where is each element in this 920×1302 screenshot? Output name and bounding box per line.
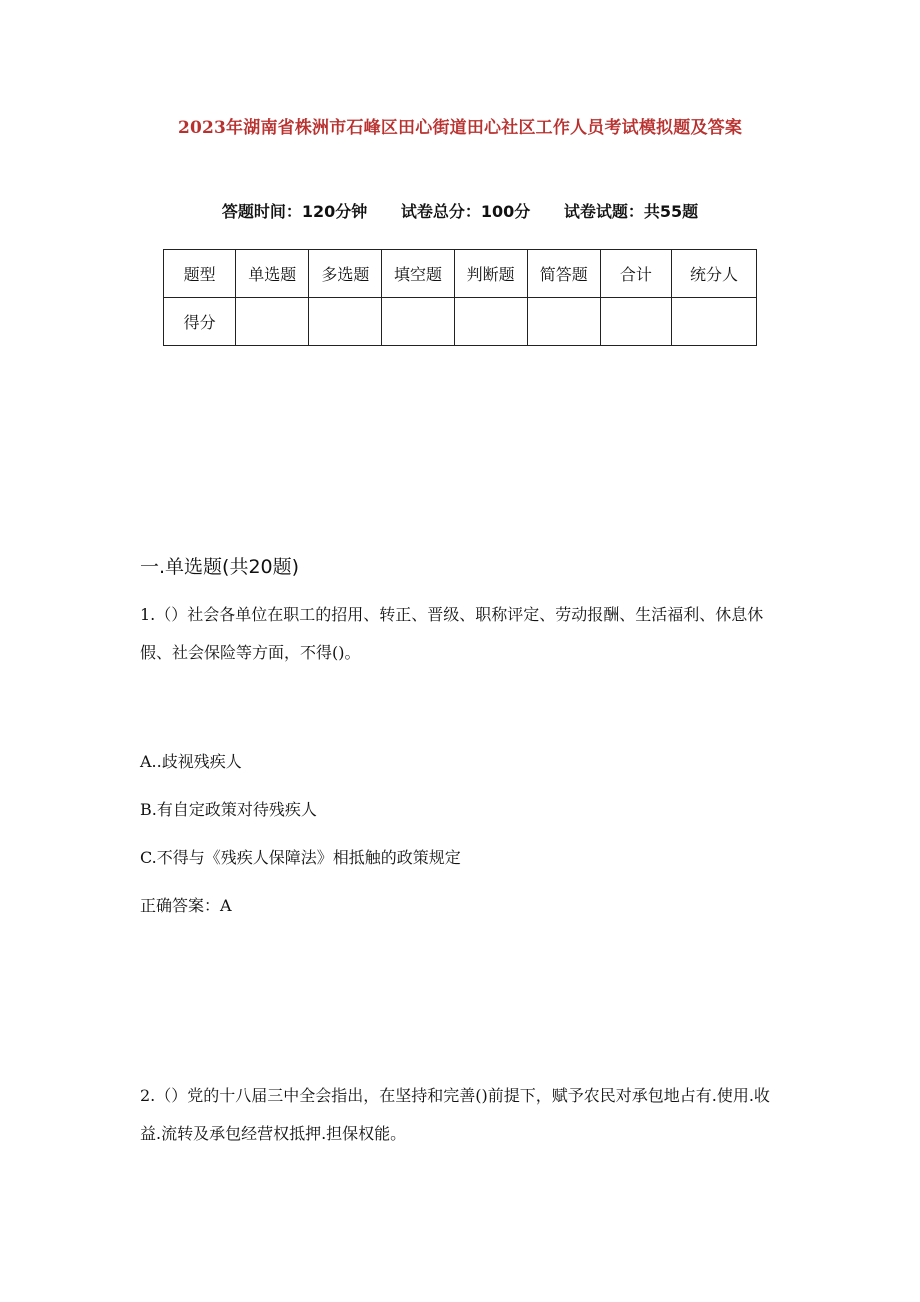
question-1-text: 1.（）社会各单位在职工的招用、转正、晋级、职称评定、劳动报酬、生活福利、休息休假、社会保险等方面，不得()。 [140,605,764,662]
score-table [163,249,757,346]
exam-question-count: 试卷试题：共55题 [563,202,699,221]
question-2-text: 2.（）党的十八届三中全会指出，在坚持和完善()前提下，赋予农民对承包地占有.使用.收益.流转及承包经营权抵押.担保权能。 [140,1086,770,1143]
score-cell [382,298,454,346]
question-1-option-c: C.不得与《残疾人保障法》相抵触的政策规定 [140,848,461,867]
header-cell: 题型 [164,250,236,298]
question-1-option-b: B.有自定政策对待残疾人 [140,800,317,819]
section-title: 一.单选题(共20题) [140,556,300,578]
score-cell [309,298,382,346]
header-cell: 单选题 [236,250,309,298]
score-cell [454,298,527,346]
page-title: 2023年湖南省株洲市石峰区田心街道田心社区工作人员考试模拟题及答案 [177,118,743,138]
question-1-option-a: A..歧视残疾人 [140,752,242,771]
question-1-answer: 正确答案：A [140,896,232,915]
score-cell [671,298,756,346]
score-cell [236,298,309,346]
header-cell: 统分人 [671,250,756,298]
score-cell [527,298,600,346]
header-cell: 多选题 [309,250,382,298]
exam-meta [0,199,920,222]
header-cell: 填空题 [382,250,454,298]
header-cell: 简答题 [527,250,600,298]
score-table-score-row [164,298,757,346]
score-table-header-row [164,250,757,298]
score-cell [600,298,671,346]
header-cell: 合计 [600,250,671,298]
exam-total-score: 试卷总分：100分 [400,202,531,221]
row-label-cell: 得分 [164,298,236,346]
header-cell: 判断题 [454,250,527,298]
exam-time: 答题时间：120分钟 [221,202,368,221]
